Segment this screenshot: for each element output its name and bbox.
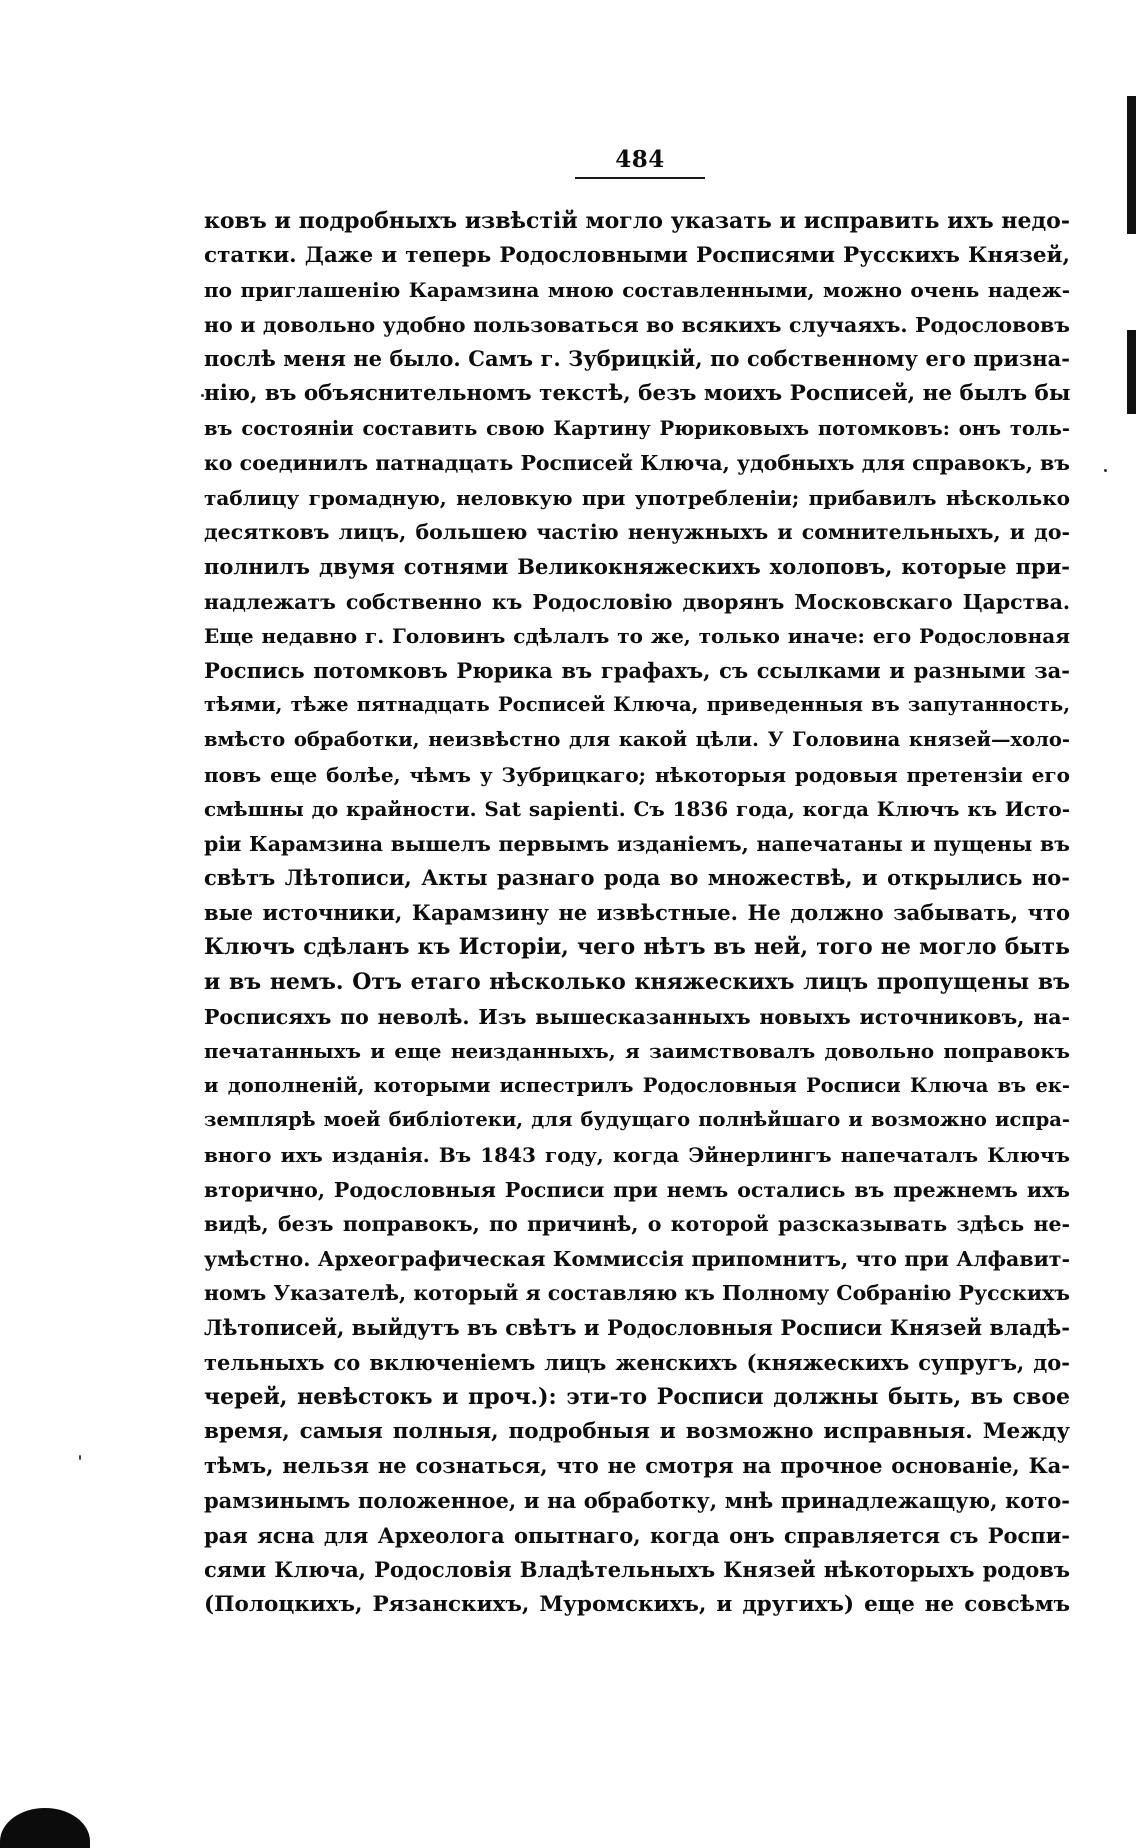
text-line: рамзинымъ положенное, и на обработку, мнѣ принадлежащую, кото- bbox=[204, 1487, 1070, 1513]
text-line: надлежатъ собственно къ Родословію дворянъ Московскаго Царства. bbox=[204, 589, 1070, 614]
text-line: номъ Указателѣ, который я составляю къ Полному Собранію Русскихъ bbox=[204, 1281, 1070, 1306]
text-line: полнилъ двумя сотнями Великокняжескихъ холоповъ, которые при- bbox=[204, 553, 1070, 579]
text-line: нію, въ объяснительномъ текстѣ, безъ моихъ Росписей, не былъ бы bbox=[204, 380, 1070, 406]
text-line: ковъ и подробныхъ извѣстій могло указать и исправить ихъ недо- bbox=[204, 208, 1070, 234]
scan-speck bbox=[1104, 469, 1107, 472]
text-line: таблицу громадную, неловкую при употребленіи; прибавилъ нѣсколько bbox=[204, 485, 1070, 510]
text-line: десятковъ лицъ, большею частію ненужныхъ и сомнительныхъ, и до- bbox=[204, 520, 1070, 545]
text-line: статки. Даже и теперь Родословными Росписями Русскихъ Князей, bbox=[204, 242, 1070, 268]
text-line: по приглашенію Карамзина мною составленными, можно очень надеж- bbox=[204, 278, 1070, 303]
text-line: Росписяхъ по неволѣ. Изъ вышесказанныхъ новыхъ источниковъ, на- bbox=[204, 1004, 1070, 1029]
text-line: Лѣтописей, выйдутъ въ свѣтъ и Родословныя Росписи Князей владѣ- bbox=[204, 1315, 1070, 1340]
text-line: время, самыя полныя, подробныя и возможно исправныя. Между bbox=[204, 1418, 1070, 1444]
text-line: Ключъ сдѣланъ къ Исторіи, чего нѣтъ въ ней, того не могло быть bbox=[204, 934, 1070, 961]
scan-edge-mark bbox=[1127, 96, 1136, 234]
scan-blot bbox=[0, 1808, 90, 1848]
text-line: но и довольно удобно пользоваться во всякихъ случаяхъ. Родослововъ bbox=[204, 312, 1070, 337]
text-line: въ состояніи составить свою Картину Рюриковыхъ потомковъ: онъ толь- bbox=[204, 416, 1070, 440]
text-line: и дополненій, которыми испестрилъ Родословныя Росписи Ключа въ ек- bbox=[204, 1073, 1070, 1097]
text-line: Еще недавно г. Головинъ сдѣлалъ то же, только иначе: его Родословная bbox=[204, 624, 1070, 649]
page-number: 484 bbox=[615, 146, 665, 173]
text-line: тельныхъ со включеніемъ лицъ женскихъ (княжескихъ супругъ, до- bbox=[204, 1349, 1070, 1375]
text-line: вного ихъ изданія. Въ 1843 году, когда Эйнерлингъ напечаталъ Ключъ bbox=[204, 1143, 1070, 1168]
text-line: видѣ, безъ поправокъ, по причинѣ, о которой разсказывать здѣсь не- bbox=[204, 1212, 1070, 1237]
text-line: земплярѣ моей библіотеки, для будущаго полнѣйшаго и возможно испра- bbox=[204, 1108, 1070, 1132]
text-line: и въ немъ. Отъ етаго нѣсколько княжескихъ лицъ пропущены въ bbox=[204, 969, 1070, 996]
text-line: рая ясна для Археолога опытнаго, когда онъ справляется съ Роспи- bbox=[204, 1522, 1070, 1548]
text-line: ко соединилъ патнадцать Росписей Ключа, удобныхъ для справокъ, въ bbox=[204, 451, 1070, 476]
text-line: вторично, Родословныя Росписи при немъ остались въ прежнемъ ихъ bbox=[204, 1177, 1070, 1202]
scan-edge-mark bbox=[1127, 330, 1136, 414]
text-line: тѣмъ, нельзя не сознаться, что не смотря на прочное основаніе, Ка- bbox=[204, 1453, 1070, 1479]
text-line: (Полоцкихъ, Рязанскихъ, Муромскихъ, и другихъ) еще не совсѣмъ bbox=[204, 1591, 1070, 1617]
text-line: умѣстно. Археографическая Коммиссія припомнитъ, что при Алфавит- bbox=[204, 1246, 1070, 1271]
text-line: черей, невѣстокъ и проч.): эти-то Росписи должны быть, въ свое bbox=[204, 1384, 1070, 1411]
text-line: смѣшны до крайности. Sat sapienti. Съ 1836 года, когда Ключъ къ Исто- bbox=[204, 797, 1070, 822]
text-line: вмѣсто обработки, неизвѣстно для какой цѣли. У Головина князей—холо- bbox=[204, 727, 1070, 751]
scan-speck bbox=[201, 394, 204, 397]
text-line: повъ еще болѣе, чѣмъ у Зубрицкаго; нѣкоторыя родовыя претензіи его bbox=[204, 762, 1070, 787]
text-line: печатанныхъ и еще неизданныхъ, я заимствовалъ довольно поправокъ bbox=[204, 1039, 1070, 1064]
text-line: послѣ меня не было. Самъ г. Зубрицкій, по собственному его призна- bbox=[204, 346, 1070, 372]
header-rule bbox=[575, 177, 705, 179]
text-line: ріи Карамзина вышелъ первымъ изданіемъ, напечатаны и пущены въ bbox=[204, 831, 1070, 856]
body-text bbox=[204, 204, 1070, 1622]
text-line: сями Ключа, Родословія Владѣтельныхъ Князей нѣкоторыхъ родовъ bbox=[204, 1557, 1070, 1583]
text-line: Роспись потомковъ Рюрика въ графахъ, съ ссылками и разными за- bbox=[204, 657, 1070, 683]
text-line: вые источники, Карамзину не извѣстные. Не должно забывать, что bbox=[204, 899, 1070, 925]
text-line: тѣями, тѣже пятнадцать Росписей Ключа, приведенныя въ запутанность, bbox=[204, 693, 1070, 717]
scan-speck bbox=[79, 1455, 81, 1460]
text-line: свѣтъ Лѣтописи, Акты разнаго рода во множествѣ, и открылись но- bbox=[204, 865, 1070, 891]
